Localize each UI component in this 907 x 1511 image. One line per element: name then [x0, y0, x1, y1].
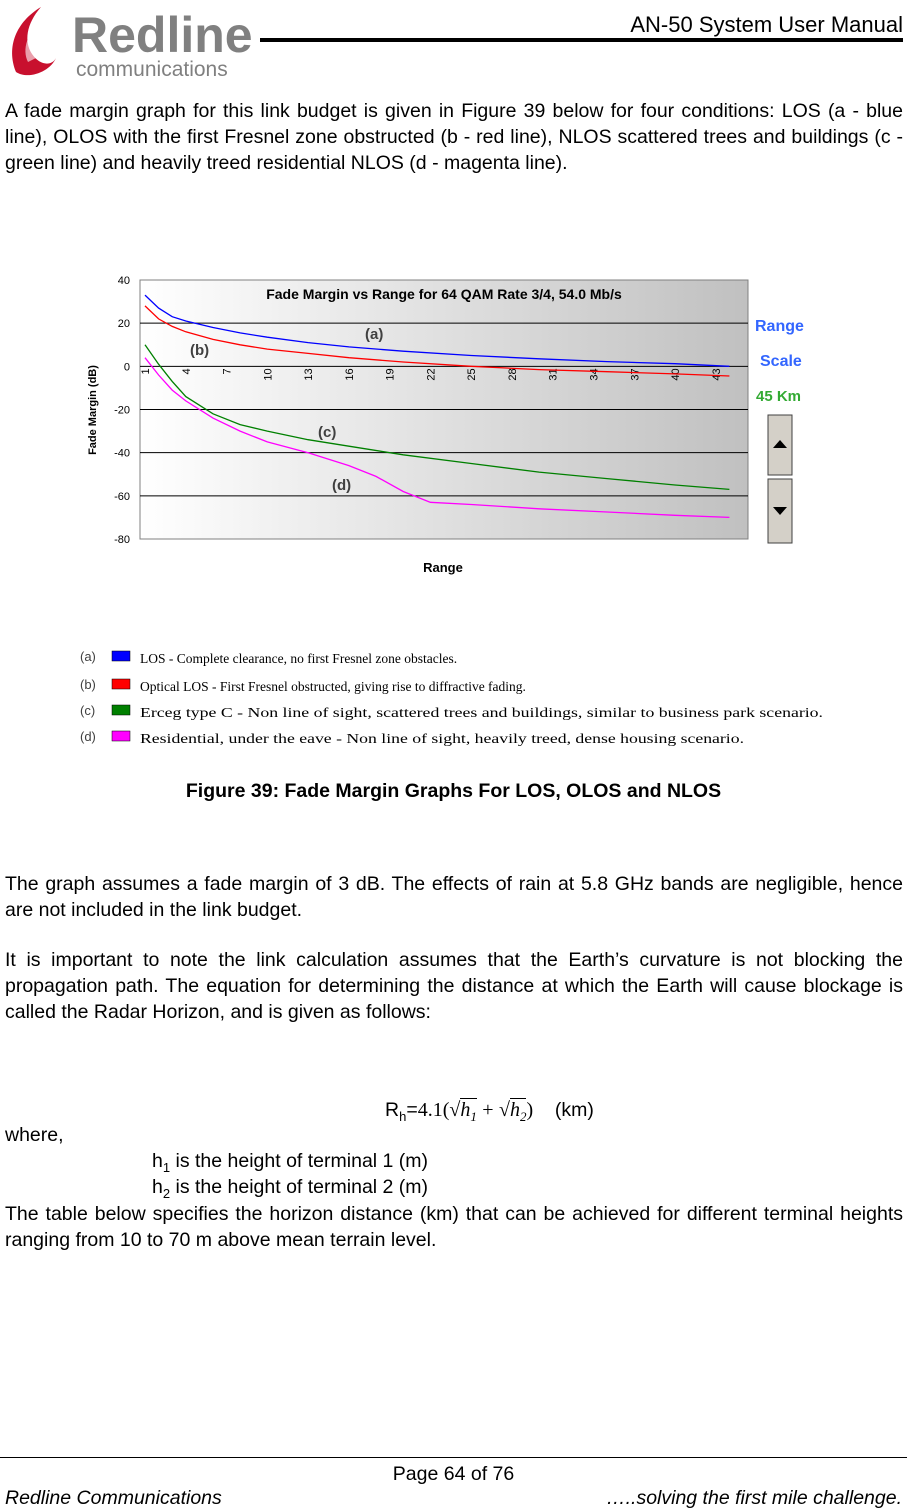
x-tick-label: 4 [180, 368, 193, 375]
annotation-d: (d) [332, 477, 352, 494]
legend-swatch-a [112, 651, 130, 661]
y-tick-label: 20 [117, 318, 130, 331]
redline-logo [6, 2, 256, 80]
legend [80, 649, 823, 746]
legend-swatch-b [112, 679, 130, 689]
x-tick-label: 25 [466, 368, 479, 381]
y-tick-label: 40 [117, 275, 130, 287]
x-tick-label: 28 [506, 368, 519, 381]
chart-title: Fade Margin vs Range for 64 QAM Rate 3/4, 54.0 Mb/s [266, 286, 622, 302]
fade-margin-figure [70, 262, 840, 752]
formula-term2-sub: 2 [519, 1109, 527, 1124]
figure-caption: Figure 39: Fade Margin Graphs For LOS, OLOS and NLOS [185, 780, 722, 802]
y-tick-labels [114, 275, 130, 546]
table-intro-paragraph: The table below specifies the horizon distance (km) that can be achieved for different terminal heights ranging from 10 to 70 m above mean terrain level. [5, 1203, 903, 1251]
h2-definition: $h_2$ is the height of terminal 2 (m) [152, 1176, 429, 1201]
formula-plus: + [482, 1099, 494, 1121]
legend-text-b: Optical LOS - First Fresnel obstructed, giving rise to diffractive fading. [140, 679, 526, 694]
formula-term1: h [460, 1099, 471, 1121]
legend-key-b: (b) [80, 677, 96, 692]
formula-term1-sub: 1 [470, 1109, 477, 1124]
range-label: Range [755, 318, 804, 335]
scale-up-button[interactable] [768, 415, 792, 475]
formula-lhs: R [385, 1099, 400, 1121]
rain-paragraph: The graph assumes a fade margin of 3 dB. The effects of rain at 5.8 GHz bands are negligible, hence are not included in the link budget. [5, 873, 903, 921]
x-tick-label: 43 [710, 368, 723, 381]
x-tick-label: 37 [629, 368, 642, 381]
legend-key-c: (c) [80, 703, 96, 718]
x-tick-label: 1 [140, 368, 152, 375]
y-tick-label: -60 [114, 490, 130, 503]
header-title: AN-50 System User Manual [630, 12, 903, 37]
scale-value: 45 Km [756, 388, 802, 405]
logo-subtitle: communications [76, 58, 228, 80]
formula-term2: h [509, 1099, 520, 1121]
y-tick-label: -20 [114, 404, 130, 417]
y-tick-label: 0 [123, 361, 130, 374]
sqrt-icon-2: √ [499, 1099, 510, 1121]
annotation-a: (a) [365, 326, 384, 343]
where-label: where, [5, 1124, 64, 1146]
y-tick-label: -80 [114, 534, 130, 546]
formula-coef: 4.1( [417, 1099, 450, 1121]
footer-tagline: …..solving the first mile challenge. [606, 1487, 902, 1509]
y-axis-label: Fade Margin (dB) [87, 365, 99, 455]
annotation-b: (b) [190, 342, 210, 359]
intro-paragraph: A fade margin graph for this link budget is given in Figure 39 below for four conditions: LOS (a - blue line), OLOS with the first Fresnel zone obstructed (b - red line), NLOS scattered trees and buildings (c - green line) and heavily treed residential NLOS (d - magenta line). [5, 100, 903, 174]
legend-swatch-c [112, 705, 130, 715]
x-tick-label: 13 [303, 368, 316, 381]
earth-curvature-paragraph: It is important to note the link calculation assumes that the Earth’s curvature is not blocking the propagation path. The equation for determining the distance at which the Earth will cause blockage is called the Radar Horizon, and is given as follows: [5, 949, 903, 1023]
formula-equals: = [406, 1099, 418, 1121]
legend-key-d: (d) [80, 729, 96, 744]
x-tick-label: 22 [425, 368, 438, 381]
radar-horizon-formula [385, 1099, 594, 1125]
logo-wordmark: Redline [72, 7, 253, 63]
x-tick-label: 34 [588, 368, 601, 381]
x-tick-label: 7 [221, 368, 234, 375]
x-tick-label: 40 [670, 368, 683, 381]
y-tick-label: -40 [114, 447, 130, 460]
legend-swatch-d [112, 731, 130, 741]
annotation-c: (c) [318, 424, 337, 441]
h1-definition: $h_1$ is the height of terminal 1 (m) [152, 1150, 429, 1175]
legend-key-a: (a) [80, 649, 96, 664]
page-number: Page 64 of 76 [392, 1463, 515, 1485]
legend-text-c: Erceg type C - Non line of sight, scattered trees and buildings, similar to business park scenario. [140, 705, 823, 720]
legend-text-a: LOS - Complete clearance, no first Fresnel zone obstacles. [140, 651, 458, 666]
x-tick-label: 10 [262, 368, 275, 381]
formula-unit: (km) [554, 1099, 594, 1121]
header-rule [260, 38, 903, 42]
legend-text-d: Residential, under the eave - Non line of sight, heavily treed, dense housing scenario. [140, 731, 744, 746]
x-tick-label: 19 [384, 368, 397, 381]
footer-rule [0, 1457, 907, 1458]
x-axis-label: Range [423, 560, 463, 575]
scale-label: Scale [760, 353, 802, 370]
scale-down-button[interactable] [768, 479, 792, 543]
sqrt-icon: √ [449, 1099, 461, 1121]
x-tick-label: 31 [547, 368, 560, 381]
formula-lhs-sub: h [399, 1108, 407, 1124]
footer-company: Redline Communications [5, 1487, 222, 1509]
x-tick-label: 16 [343, 368, 356, 381]
formula-close: ) [526, 1099, 534, 1121]
